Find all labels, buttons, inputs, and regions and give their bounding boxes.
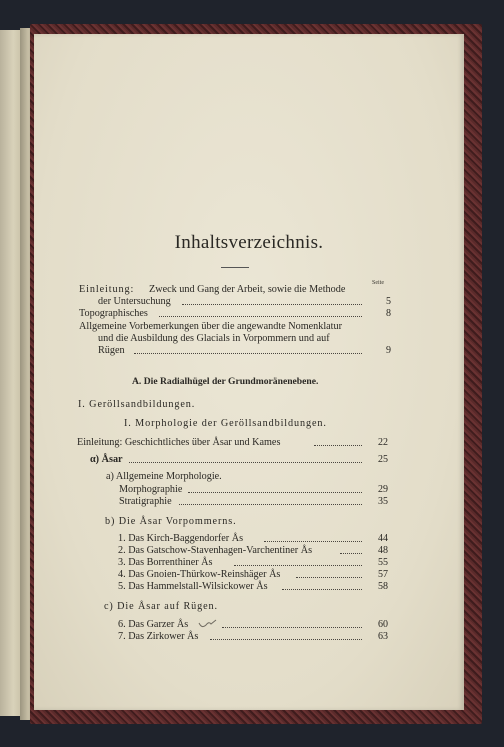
entry-asar: α) Åsar <box>90 454 123 465</box>
list-item: 6. Das Garzer Ås <box>118 619 189 630</box>
leader-dots <box>182 304 362 305</box>
section-heading-a: A. Die Radialhügel der Grundmoränenebene. <box>132 376 319 387</box>
leader-dots <box>234 565 362 566</box>
page-number: 22 <box>378 437 388 448</box>
page-number: 5 <box>386 296 391 307</box>
page-number: 55 <box>378 557 388 568</box>
subsection-heading: c) Die Åsar auf Rügen. <box>104 601 218 612</box>
leader-dots <box>282 589 362 590</box>
page-number: 9 <box>386 345 391 356</box>
subsection-heading: I. Geröllsandbildungen. <box>78 399 196 410</box>
list-item: 1. Das Kirch-Baggendorfer Ås <box>118 533 244 544</box>
page-number: 8 <box>386 308 391 319</box>
page-number: 29 <box>378 484 388 495</box>
list-item: 3. Das Borrenthiner Ås <box>118 557 213 568</box>
leader-dots <box>314 445 362 446</box>
page-number: 35 <box>378 496 388 507</box>
entry-einleitung-label: Einleitung: <box>79 284 135 295</box>
pencil-mark-icon <box>197 617 219 631</box>
list-item: 4. Das Gnoien-Thürkow-Reinshäger Ås <box>118 569 281 580</box>
entry-vorbemerkungen-line3: Rügen <box>98 345 125 356</box>
leader-dots <box>134 353 362 354</box>
title-rule <box>221 267 249 268</box>
list-item: 2. Das Gatschow-Stavenhagen-Varchentiner Ås <box>118 545 313 556</box>
entry-vorbemerkungen-line2: und die Ausbildung des Glacials in Vorpommern und auf <box>98 333 330 344</box>
leader-dots <box>188 492 362 493</box>
entry-einleitung-line1: Zweck und Gang der Arbeit, sowie die Methode <box>149 284 346 295</box>
entry-stratigraphie: Stratigraphie <box>119 496 172 507</box>
entry-einleitung-line2: der Untersuchung <box>98 296 171 307</box>
subsection-heading: a) Allgemeine Morphologie. <box>106 471 222 482</box>
entry-vorbemerkungen-line1: Allgemeine Vorbemerkungen über die angewandte Nomenklatur <box>79 321 342 332</box>
left-page-edge <box>0 30 22 716</box>
leader-dots <box>296 577 362 578</box>
page-title: Inhaltsverzeichnis. <box>174 232 324 253</box>
subsection-heading: b) Die Åsar Vorpommerns. <box>105 516 237 527</box>
entry-geschichtliches: Einleitung: Geschichtliches über Åsar und Kames <box>77 437 281 448</box>
subsection-heading: I. Morphologie der Geröllsandbildungen. <box>124 418 327 429</box>
page-number: 63 <box>378 631 388 642</box>
leader-dots <box>264 541 362 542</box>
page-number: 25 <box>378 454 388 465</box>
list-item: 7. Das Zirkower Ås <box>118 631 199 642</box>
leader-dots <box>210 639 362 640</box>
page-number: 57 <box>378 569 388 580</box>
page-number: 44 <box>378 533 388 544</box>
list-item: 5. Das Hammelstall-Wilsickower Ås <box>118 581 268 592</box>
page-number: 48 <box>378 545 388 556</box>
page-number: 60 <box>378 619 388 630</box>
leader-dots <box>129 462 362 463</box>
entry-morphographie: Morphographie <box>119 484 183 495</box>
leader-dots <box>222 627 362 628</box>
leader-dots <box>179 504 362 505</box>
leader-dots <box>340 553 362 554</box>
entry-topographisches: Topographisches <box>79 308 148 319</box>
leader-dots <box>159 316 362 317</box>
seite-label: Seite <box>372 280 384 286</box>
page-number: 58 <box>378 581 388 592</box>
contents-page <box>34 34 464 710</box>
